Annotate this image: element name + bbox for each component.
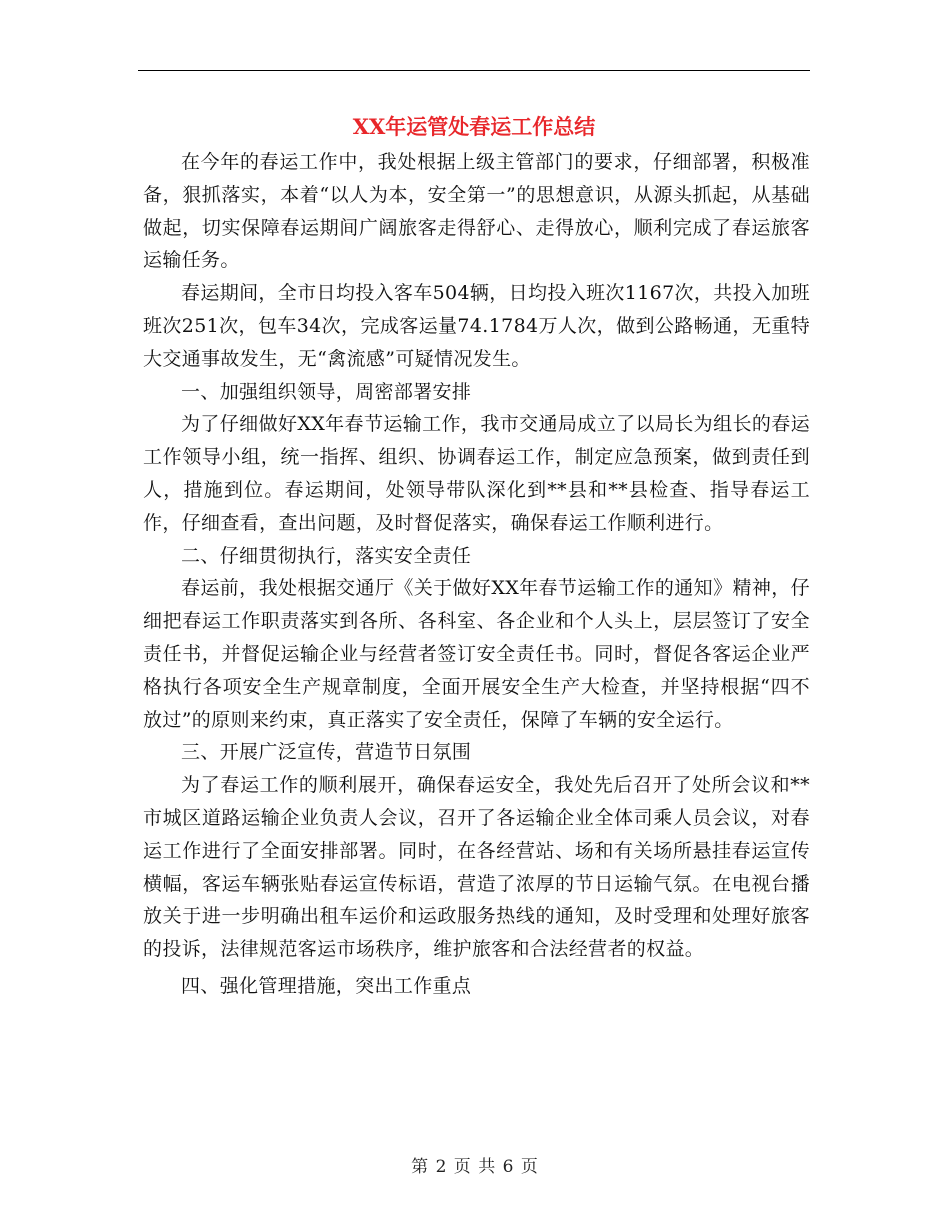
section-heading-2: 二、仔细贯彻执行，落实安全责任 (181, 544, 472, 567)
section-heading-1: 一、加强组织领导，周密部署安排 (181, 380, 472, 403)
section-1-paragraph: 为了仔细做好XX年春节运输工作，我市交通局成立了以局长为组长的春运工作领导小组，统一指挥、组织、协调春运工作，制定应急预案，做到责任到人，措施到位。春运期间，处领导带队深化到**县和**县检查、指导春运工作，仔细查看，查出问题，及时督促落实，确保春运工作顺利进行。 (143, 413, 810, 534)
page-number-footer: 第 2 页 共 6 页 (411, 1157, 539, 1177)
document-body (143, 146, 810, 1003)
intro-paragraph: 在今年的春运工作中，我处根据上级主管部门的要求，仔细部署，积极准备，狠抓落实，本着“以人为本，安全第一”的思想意识，从源头抓起，从基础做起，切实保障春运期间广阔旅客走得舒心、走得放心，顺利完成了春运旅客运输任务。 (143, 151, 810, 272)
section-3-paragraph: 为了春运工作的顺利展开，确保春运安全，我处先后召开了处所会议和**市城区道路运输企业负责人会议，召开了各运输企业全体司乘人员会议，对春运工作进行了全面安排部署。同时，在各经营站、场和有关场所悬挂春运宣传横幅，客运车辆张贴春运宣传标语，营造了浓厚的节日运输气氛。在电视台播放关于进一步明确出租车运价和运政服务热线的通知，及时受理和处理好旅客的投诉，法律规范客运市场秩序，维护旅客和合法经营者的权益。 (143, 774, 810, 961)
document-title: XX年运管处春运工作总结 (352, 114, 596, 139)
statistics-paragraph: 春运期间，全市日均投入客车504辆，日均投入班次1167次，共投入加班班次251次，包车34次，完成客运量74.1784万人次，做到公路畅通，无重特大交通事故发生，无“禽流感”可疑情况发生。 (143, 282, 810, 370)
section-heading-4: 四、强化管理措施，突出工作重点 (181, 974, 472, 997)
section-heading-3: 三、开展广泛宣传，营造节日氛围 (181, 741, 472, 764)
header-rule (138, 70, 810, 71)
section-2-paragraph: 春运前，我处根据交通厅《关于做好XX年春节运输工作的通知》精神，仔细把春运工作职责落实到各所、各科室、各企业和个人头上，层层签订了安全责任书，并督促运输企业与经营者签订安全责任书。同时，督促各客运企业严格执行各项安全生产规章制度，全面开展安全生产大检查，并坚持根据“四不放过”的原则来约束，真正落实了安全责任，保障了车辆的安全运行。 (143, 577, 810, 731)
